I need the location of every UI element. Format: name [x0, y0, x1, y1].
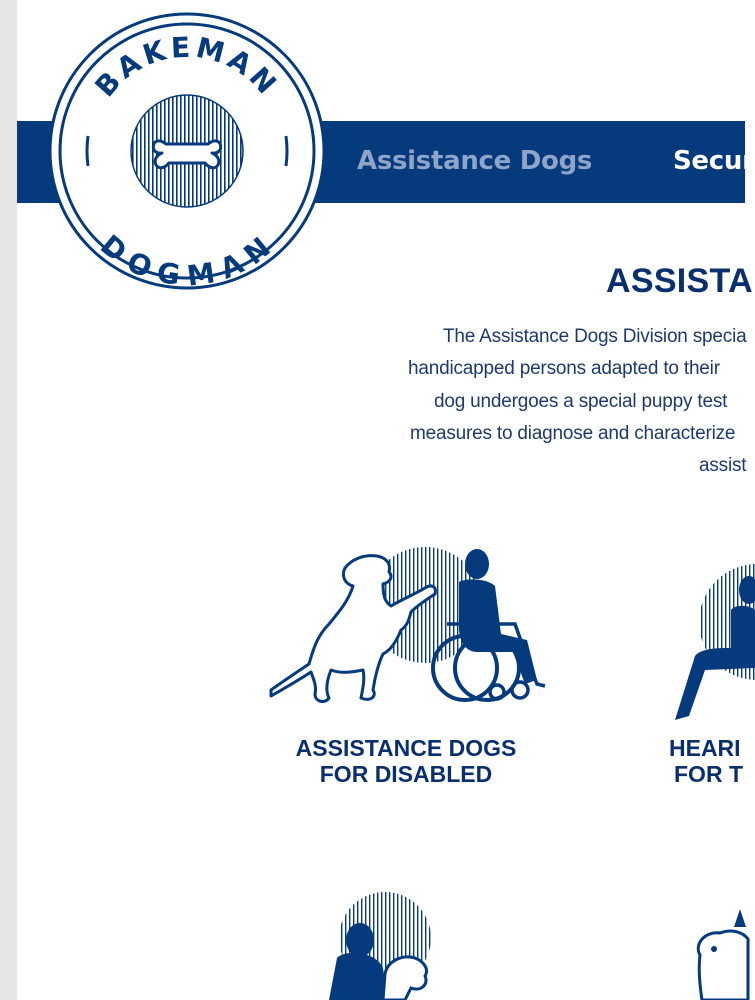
intro-line: measures to diagnose and characterize [410, 423, 736, 444]
card-title-line: FOR DISABLED [319, 761, 493, 787]
therapy-dogs-illustration[interactable] [325, 888, 455, 1000]
intro-line: The Assistance Dogs Division specia [443, 326, 747, 347]
card-title-assistance-dogs[interactable] [288, 735, 524, 787]
logo-top-text: BAKEMAN [88, 30, 286, 104]
intro-line: handicapped persons adapted to their [408, 358, 720, 379]
card-title-line: ASSISTANCE DOGS [295, 735, 517, 761]
card-title-line: HEARI [669, 735, 741, 761]
guide-dogs-illustration[interactable] [690, 905, 745, 1000]
nav-link-assistance-dogs[interactable]: Assistance Dogs [357, 146, 593, 176]
card-title-line: FOR T [674, 761, 743, 787]
dog-head-icon [698, 909, 748, 1000]
logo-bottom-text: DOGMAN [94, 228, 280, 290]
intro-line: assist [699, 455, 747, 476]
card-title-hearing-dogs[interactable] [669, 735, 745, 787]
assistance-dogs-illustration[interactable] [265, 540, 555, 730]
bone-icon [153, 141, 220, 168]
intro-paragraph [0, 322, 745, 482]
page-title: ASSISTA [606, 262, 753, 300]
bakeman-dogman-logo[interactable] [48, 12, 326, 290]
left-scroll-rail [0, 0, 17, 1000]
hearing-dogs-illustration[interactable] [665, 560, 745, 730]
nav-link-security[interactable]: Secur [673, 146, 755, 176]
intro-line: dog undergoes a special puppy test [434, 391, 728, 412]
